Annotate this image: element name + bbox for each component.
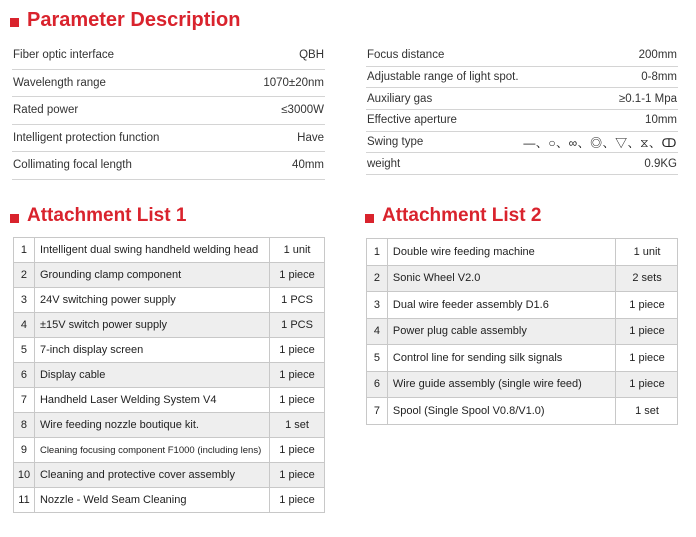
parameter-label: Rated power — [13, 104, 79, 117]
parameter-value: 1070±20nm — [263, 76, 324, 89]
heading-text: Attachment List 2 — [382, 205, 542, 226]
row-number: 4 — [367, 318, 388, 345]
parameter-row — [366, 110, 678, 132]
table-row — [14, 363, 325, 388]
table-row — [14, 463, 325, 488]
item-quantity: 1 PCS — [270, 288, 325, 313]
row-number: 5 — [14, 338, 35, 363]
parameter-row — [366, 88, 678, 110]
item-name: Display cable — [34, 363, 269, 388]
parameter-value: 0-8mm — [641, 71, 677, 84]
parameter-label: Collimating focal length — [13, 159, 132, 172]
table-row — [367, 398, 678, 425]
item-quantity: 1 piece — [270, 488, 325, 513]
parameter-label: Effective aperture — [367, 114, 457, 127]
table-row — [14, 413, 325, 438]
item-name: 24V switching power supply — [34, 288, 269, 313]
parameter-list-right — [366, 45, 678, 175]
table-row — [14, 488, 325, 513]
parameter-value: QBH — [299, 49, 324, 62]
item-quantity: 1 unit — [616, 239, 678, 266]
attachment-list-1-heading — [10, 205, 186, 227]
parameter-description-heading — [10, 9, 240, 32]
table-row — [367, 239, 678, 266]
item-quantity: 1 piece — [616, 371, 678, 398]
table-row — [14, 238, 325, 263]
item-name: Grounding clamp component — [34, 263, 269, 288]
item-quantity: 1 set — [616, 398, 678, 425]
parameter-value: ≤3000W — [281, 104, 324, 117]
table-row — [14, 438, 325, 463]
attachment-list-2-heading — [365, 205, 541, 227]
table-row — [367, 265, 678, 292]
item-name: Cleaning and protective cover assembly — [34, 463, 269, 488]
parameter-list-left — [12, 42, 325, 180]
item-quantity: 1 PCS — [270, 313, 325, 338]
parameter-label: Wavelength range — [13, 76, 106, 89]
item-name: Power plug cable assembly — [387, 318, 615, 345]
item-name: Wire guide assembly (single wire feed) — [387, 371, 615, 398]
row-number: 1 — [14, 238, 35, 263]
item-name: Double wire feeding machine — [387, 239, 615, 266]
parameter-value: ≥0.1-1 Mpa — [618, 92, 677, 105]
table-row — [367, 345, 678, 372]
row-number: 11 — [14, 488, 35, 513]
parameter-label: Fiber optic interface — [13, 49, 114, 62]
row-number: 10 — [14, 463, 35, 488]
item-quantity: 1 piece — [270, 338, 325, 363]
parameter-label: Swing type — [367, 136, 424, 149]
parameter-row — [366, 153, 678, 175]
parameter-row — [12, 42, 325, 70]
item-quantity: 1 piece — [270, 438, 325, 463]
table-row — [14, 388, 325, 413]
row-number: 3 — [367, 292, 388, 319]
heading-text: Parameter Description — [27, 9, 241, 31]
row-number: 5 — [367, 345, 388, 372]
item-quantity: 1 piece — [270, 388, 325, 413]
heading-text: Attachment List 1 — [27, 205, 187, 226]
table-row — [14, 313, 325, 338]
parameter-row — [12, 125, 325, 153]
item-quantity: 1 piece — [270, 263, 325, 288]
item-name — [34, 438, 269, 463]
square-bullet-icon — [10, 214, 19, 223]
item-name: Intelligent dual swing handheld welding head — [34, 238, 269, 263]
square-bullet-icon — [365, 214, 374, 223]
item-quantity: 1 piece — [616, 292, 678, 319]
parameter-value: Have — [297, 131, 324, 144]
attachment-list-1-table — [13, 237, 325, 513]
item-name: ±15V switch power supply — [34, 313, 269, 338]
parameter-value: 10mm — [645, 114, 677, 127]
item-name: 7-inch display screen — [34, 338, 269, 363]
parameter-row — [12, 70, 325, 98]
parameter-row — [366, 45, 678, 67]
table-row — [367, 371, 678, 398]
parameter-value: 40mm — [292, 159, 324, 172]
square-bullet-icon — [10, 18, 19, 27]
item-name: Wire feeding nozzle boutique kit. — [34, 413, 269, 438]
item-name: Control line for sending silk signals — [387, 345, 615, 372]
table-row — [14, 288, 325, 313]
parameter-value: 0.9KG — [644, 157, 677, 170]
item-quantity: 1 piece — [270, 363, 325, 388]
row-number: 7 — [367, 398, 388, 425]
attachment-list-2-table — [366, 238, 678, 425]
row-number: 2 — [14, 263, 35, 288]
parameter-row — [12, 152, 325, 180]
item-quantity: 1 piece — [616, 318, 678, 345]
item-quantity: 1 piece — [270, 463, 325, 488]
parameter-row — [366, 132, 678, 154]
row-number: 6 — [367, 371, 388, 398]
parameter-label: weight — [367, 157, 401, 170]
row-number: 6 — [14, 363, 35, 388]
row-number: 1 — [367, 239, 388, 266]
parameter-label: Auxiliary gas — [367, 92, 433, 105]
parameter-row — [12, 97, 325, 125]
item-quantity: 1 piece — [616, 345, 678, 372]
table-row — [367, 292, 678, 319]
table-row — [14, 338, 325, 363]
parameter-value: 200mm — [638, 49, 677, 62]
item-name: Spool (Single Spool V0.8/V1.0) — [387, 398, 615, 425]
row-number: 7 — [14, 388, 35, 413]
row-number: 4 — [14, 313, 35, 338]
parameter-label: Focus distance — [367, 49, 445, 62]
item-name: Dual wire feeder assembly D1.6 — [387, 292, 615, 319]
item-quantity: 2 sets — [616, 265, 678, 292]
item-name-text: Cleaning focusing component F1000 (including lens) — [39, 444, 262, 456]
item-name: Sonic Wheel V2.0 — [387, 265, 615, 292]
parameter-label: Adjustable range of light spot. — [367, 71, 519, 84]
parameter-value: —、○、∞、◎、▽、⧖、ↀ — [523, 135, 677, 150]
item-quantity: 1 unit — [270, 238, 325, 263]
row-number: 2 — [367, 265, 388, 292]
table-row — [14, 263, 325, 288]
row-number: 3 — [14, 288, 35, 313]
row-number: 8 — [14, 413, 35, 438]
parameter-row — [366, 67, 678, 89]
item-name: Nozzle - Weld Seam Cleaning — [34, 488, 269, 513]
row-number: 9 — [14, 438, 35, 463]
parameter-label: Intelligent protection function — [13, 131, 160, 144]
item-name: Handheld Laser Welding System V4 — [34, 388, 269, 413]
table-row — [367, 318, 678, 345]
item-quantity: 1 set — [270, 413, 325, 438]
